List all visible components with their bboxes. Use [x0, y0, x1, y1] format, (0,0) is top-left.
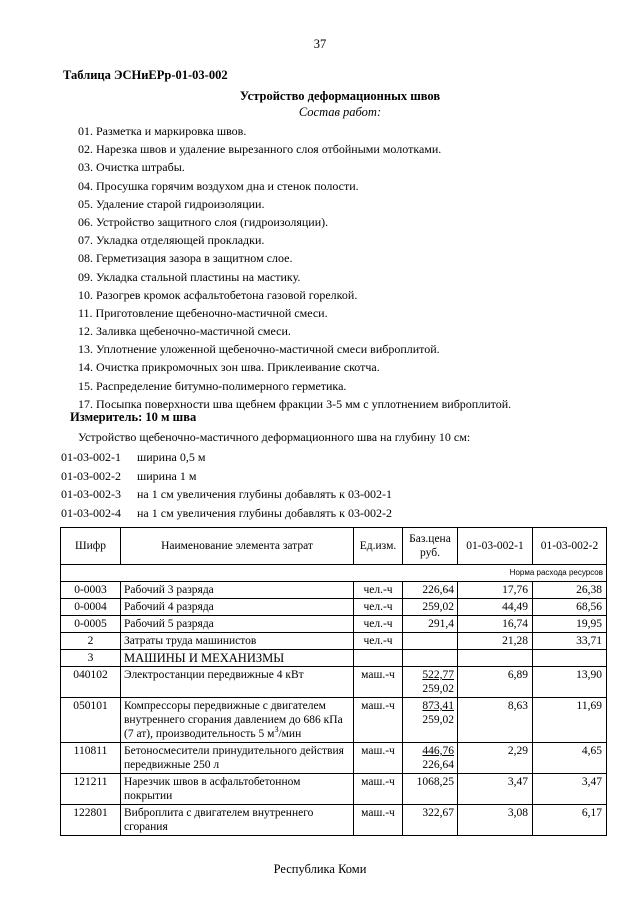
page-footer: Республика Коми — [273, 862, 367, 876]
work-step: 04. Просушка горячим воздухом дна и стенок полости. — [78, 178, 359, 193]
header-col2: 01-03-002-2 — [533, 528, 607, 565]
row-code: 040102 — [61, 667, 121, 698]
variant-text: ширина 1 м — [137, 468, 197, 483]
work-step: 06. Устройство защитного слоя (гидроизоляции). — [78, 214, 329, 229]
table-header-row — [61, 528, 607, 565]
header-unit: Ед.изм. — [354, 528, 403, 565]
row-price — [403, 805, 458, 836]
row-price: 291,4 — [403, 616, 458, 633]
row-value-2: 4,65 — [533, 743, 607, 774]
resource-table — [60, 527, 607, 836]
row-unit: маш.-ч — [354, 774, 403, 805]
variant-code: 01-03-002-3 — [61, 487, 121, 501]
work-step: 15. Распределение битумно-полимерного герметика. — [78, 378, 347, 393]
row-code: 121211 — [61, 774, 121, 805]
work-steps-list — [78, 122, 511, 413]
variant-text: ширина 0,5 м — [137, 450, 206, 464]
row-name: Бетоносмесители принудительного действия передвижные 250 л — [121, 743, 354, 774]
price-wage: 226,64 — [422, 759, 454, 771]
table-row — [61, 582, 607, 599]
row-value-1: 16,74 — [458, 616, 533, 633]
row-name: Рабочий 4 разряда — [121, 599, 354, 616]
row-name: Виброплита с двигателем внутреннего сгорания — [121, 805, 354, 836]
row-unit: маш.-ч — [354, 667, 403, 698]
section-unit: чел.-ч — [354, 633, 403, 650]
section-title: Устройство деформационных швов — [239, 89, 441, 103]
intro-text: Устройство щебеночно-мастичного деформационного шва на глубину 10 см: — [78, 430, 471, 444]
row-unit: чел.-ч — [354, 616, 403, 633]
row-price — [403, 774, 458, 805]
section-title: МАШИНЫ И МЕХАНИЗМЫ — [121, 650, 354, 667]
row-code: 0-0004 — [61, 599, 121, 616]
work-step: 07. Укладка отделяющей прокладки. — [78, 233, 265, 248]
section-code: 2 — [61, 633, 121, 650]
row-price — [403, 743, 458, 774]
row-price: 226,64 — [403, 582, 458, 599]
row-code: 050101 — [61, 698, 121, 743]
price-total: 873,41 — [422, 700, 454, 712]
row-code: 110811 — [61, 743, 121, 774]
table-row — [61, 616, 607, 633]
table-row — [61, 743, 607, 774]
variant-item — [61, 485, 392, 504]
variant-code: 01-03-002-1 — [61, 450, 121, 464]
variant-item — [61, 467, 392, 486]
variant-text: на 1 см увеличения глубины добавлять к 03-002-1 — [137, 487, 392, 501]
row-value-2: 11,69 — [533, 698, 607, 743]
price-total: 446,76 — [422, 745, 454, 757]
header-code: Шифр — [61, 528, 121, 565]
section-row — [61, 633, 607, 650]
section-code: 3 — [61, 650, 121, 667]
work-step: 08. Герметизация зазора в защитном слое. — [78, 251, 293, 266]
price-total: 522,77 — [422, 669, 454, 681]
row-value-1: 17,76 — [458, 582, 533, 599]
norm-caption: Норма расхода ресурсов — [61, 565, 607, 582]
work-step: 09. Укладка стальной пластины на мастику. — [78, 269, 301, 284]
row-unit: чел.-ч — [354, 599, 403, 616]
section-value-2: 33,71 — [533, 633, 607, 650]
section-price — [403, 633, 458, 650]
work-step: 10. Разогрев кромок асфальтобетона газовой горелкой. — [78, 287, 358, 302]
section-value-1: 21,28 — [458, 633, 533, 650]
row-name: Компрессоры передвижные с двигателем внутреннего сгорания давлением до 686 кПа (7 ат), производительность 5 $м^3$/мин — [121, 698, 354, 743]
row-unit: маш.-ч — [354, 805, 403, 836]
row-code: 0-0005 — [61, 616, 121, 633]
variant-item — [61, 448, 392, 467]
header-price: Баз.цена руб. — [403, 528, 458, 565]
row-value-2: 68,56 — [533, 599, 607, 616]
row-value-1: 44,49 — [458, 599, 533, 616]
row-price — [403, 667, 458, 698]
row-unit: чел.-ч — [354, 582, 403, 599]
table-row — [61, 599, 607, 616]
row-name: Рабочий 5 разряда — [121, 616, 354, 633]
work-step: 01. Разметка и маркировка швов. — [78, 124, 247, 138]
variant-item — [61, 504, 392, 523]
variant-text: на 1 см увеличения глубины добавлять к 03-002-2 — [137, 505, 392, 520]
row-value-1: 3,08 — [458, 805, 533, 836]
price-wage: 259,02 — [422, 683, 454, 695]
row-unit: маш.-ч — [354, 698, 403, 743]
table-row — [61, 667, 607, 698]
row-value-1: 8,63 — [458, 698, 533, 743]
row-value-2: 19,95 — [533, 616, 607, 633]
work-step: 14. Очистка прикромочных зон шва. Приклеивание скотча. — [78, 360, 380, 375]
table-row — [61, 698, 607, 743]
section-name: Затраты труда машинистов — [121, 633, 354, 650]
table-identifier: Таблица ЭСНиЕРр-01-03-002 — [63, 68, 228, 82]
row-value-1: 2,29 — [458, 743, 533, 774]
norm-caption-row — [61, 565, 607, 582]
row-name: Рабочий 3 разряда — [121, 582, 354, 599]
variant-list — [61, 448, 392, 522]
row-price — [403, 698, 458, 743]
work-step: 17. Посыпка поверхности шва щебнем фракции 3-5 мм с уплотнением виброплитой. — [78, 396, 512, 411]
row-value-1: 3,47 — [458, 774, 533, 805]
variant-code: 01-03-002-2 — [61, 468, 121, 483]
row-name: Нарезчик швов в асфальтобетонном покрытии — [121, 774, 354, 805]
work-composition-heading: Состав работ: — [298, 105, 382, 119]
work-step: 13. Уплотнение уложенной щебеночно-мастичной смеси виброплитой. — [78, 342, 440, 357]
row-name: Электростанции передвижные 4 кВт — [121, 667, 354, 698]
work-step: 05. Удаление старой гидроизоляции. — [78, 196, 265, 211]
row-price: 259,02 — [403, 599, 458, 616]
row-code: 0-0003 — [61, 582, 121, 599]
header-col1: 01-03-002-1 — [458, 528, 533, 565]
work-step: 11. Приготовление щебеночно-мастичной смеси. — [78, 305, 328, 320]
price-total: 322,67 — [422, 807, 454, 819]
price-total: 1068,25 — [416, 776, 454, 788]
section-header-row — [61, 650, 607, 667]
variant-code: 01-03-002-4 — [61, 505, 121, 520]
price-wage: 259,02 — [422, 714, 454, 726]
measure-unit: Измеритель: 10 м шва — [70, 410, 197, 424]
page-number: 37 — [313, 37, 327, 51]
row-value-1: 6,89 — [458, 667, 533, 698]
header-name: Наименование элемента затрат — [121, 528, 354, 565]
work-step: 12. Заливка щебеночно-мастичной смеси. — [78, 324, 291, 339]
table-row — [61, 774, 607, 805]
row-unit: маш.-ч — [354, 743, 403, 774]
work-step: 02. Нарезка швов и удаление вырезанного слоя отбойными молотками. — [78, 142, 442, 157]
row-code: 122801 — [61, 805, 121, 836]
row-value-2: 26,38 — [533, 582, 607, 599]
table-row — [61, 805, 607, 836]
row-value-2: 6,17 — [533, 805, 607, 836]
row-value-2: 13,90 — [533, 667, 607, 698]
row-value-2: 3,47 — [533, 774, 607, 805]
work-step: 03. Очистка штрабы. — [78, 160, 185, 175]
